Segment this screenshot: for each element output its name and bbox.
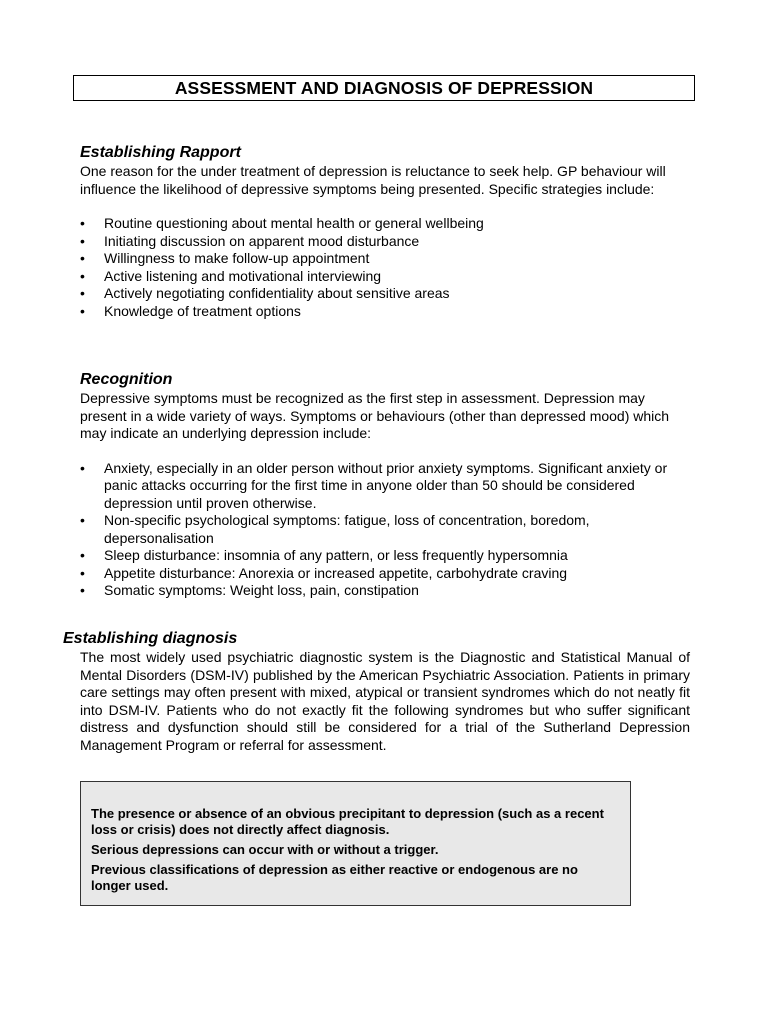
note-line: Serious depressions can occur with or without a trigger. — [91, 842, 439, 857]
bullet-icon: • — [80, 547, 85, 563]
bullet-icon: • — [80, 285, 85, 301]
note-line: The presence or absence of an obvious precipitant to depression (such as a recent loss or crisis) does not directly affect diagnosis. — [91, 806, 604, 837]
list-item: • Willingness to make follow-up appointment — [80, 250, 370, 266]
bullet-icon: • — [80, 512, 85, 528]
bullet-icon: • — [80, 459, 85, 476]
bullet-icon: • — [80, 302, 85, 319]
list-item: • Anxiety, especially in an older person without prior anxiety symptoms. Significant anxiety or panic attacks occurring for the first time in anyone older than 50 should be considered depression until proven otherwise. — [80, 459, 668, 511]
list-item: • Knowledge of treatment options — [80, 302, 301, 319]
bullet-icon: • — [80, 250, 85, 266]
bullet-icon: • — [80, 267, 85, 284]
list-item: • Appetite disturbance: Anorexia or increased appetite, carbohydrate craving — [80, 564, 568, 581]
section-establishing-diagnosis — [63, 629, 690, 754]
list-item: • Active listening and motivational interviewing — [80, 267, 382, 284]
list-item: • Somatic symptoms: Weight loss, pain, constipation — [80, 582, 419, 598]
page-title: ASSESSMENT AND DIAGNOSIS OF DEPRESSION — [174, 78, 594, 98]
rapport-strategy-list — [80, 215, 690, 320]
list-item: • Non-specific psychological symptoms: fatigue, loss of concentration, boredom, depersonalisation — [80, 512, 590, 546]
list-item: • Initiating discussion on apparent mood disturbance — [80, 232, 420, 249]
bullet-icon: • — [80, 232, 85, 249]
list-item: • Routine questioning about mental health or general wellbeing — [80, 215, 484, 231]
section-recognition — [80, 370, 690, 600]
bullet-icon: • — [80, 582, 85, 598]
rapport-intro: One reason for the under treatment of depression is reluctance to seek help. GP behaviour will influence the likelihood of depressive symptoms being presented. Specific strategies include: — [80, 163, 666, 197]
section-heading-recognition: Recognition — [80, 371, 173, 388]
section-establishing-rapport — [80, 143, 690, 320]
bullet-icon: • — [80, 215, 85, 231]
diagnosis-body: The most widely used psychiatric diagnostic system is the Diagnostic and Statistical Manual of Mental Disorders (DSM-IV) published by the American Psychiatric Association. Patients in primary care settings may often present with mixed, atypical or transient syndromes which do not neatly fit into DSM-IV. Patients who do not exactly fit the following syndromes but who suffer significant distress and dysfunction should still be considered for a trial of the Sutherland Depression Management Program or referral for assessment. — [80, 649, 690, 753]
section-heading-rapport: Establishing Rapport — [80, 144, 241, 161]
key-points-box — [80, 781, 631, 906]
list-item: • Actively negotiating confidentiality about sensitive areas — [80, 285, 450, 301]
section-heading-diagnosis: Establishing diagnosis — [63, 630, 238, 647]
recognition-symptom-list — [80, 460, 690, 600]
note-line: Previous classifications of depression as either reactive or endogenous are no longer used. — [91, 862, 578, 893]
recognition-intro: Depressive symptoms must be recognized as the first step in assessment. Depression may present in a wide variety of ways. Symptoms or behaviours (other than depressed mood) which may indicate an underlying depression include: — [80, 390, 670, 441]
bullet-icon: • — [80, 564, 85, 581]
list-item: • Sleep disturbance: insomnia of any pattern, or less frequently hypersomnia — [80, 547, 568, 563]
page-title-box — [73, 75, 695, 101]
